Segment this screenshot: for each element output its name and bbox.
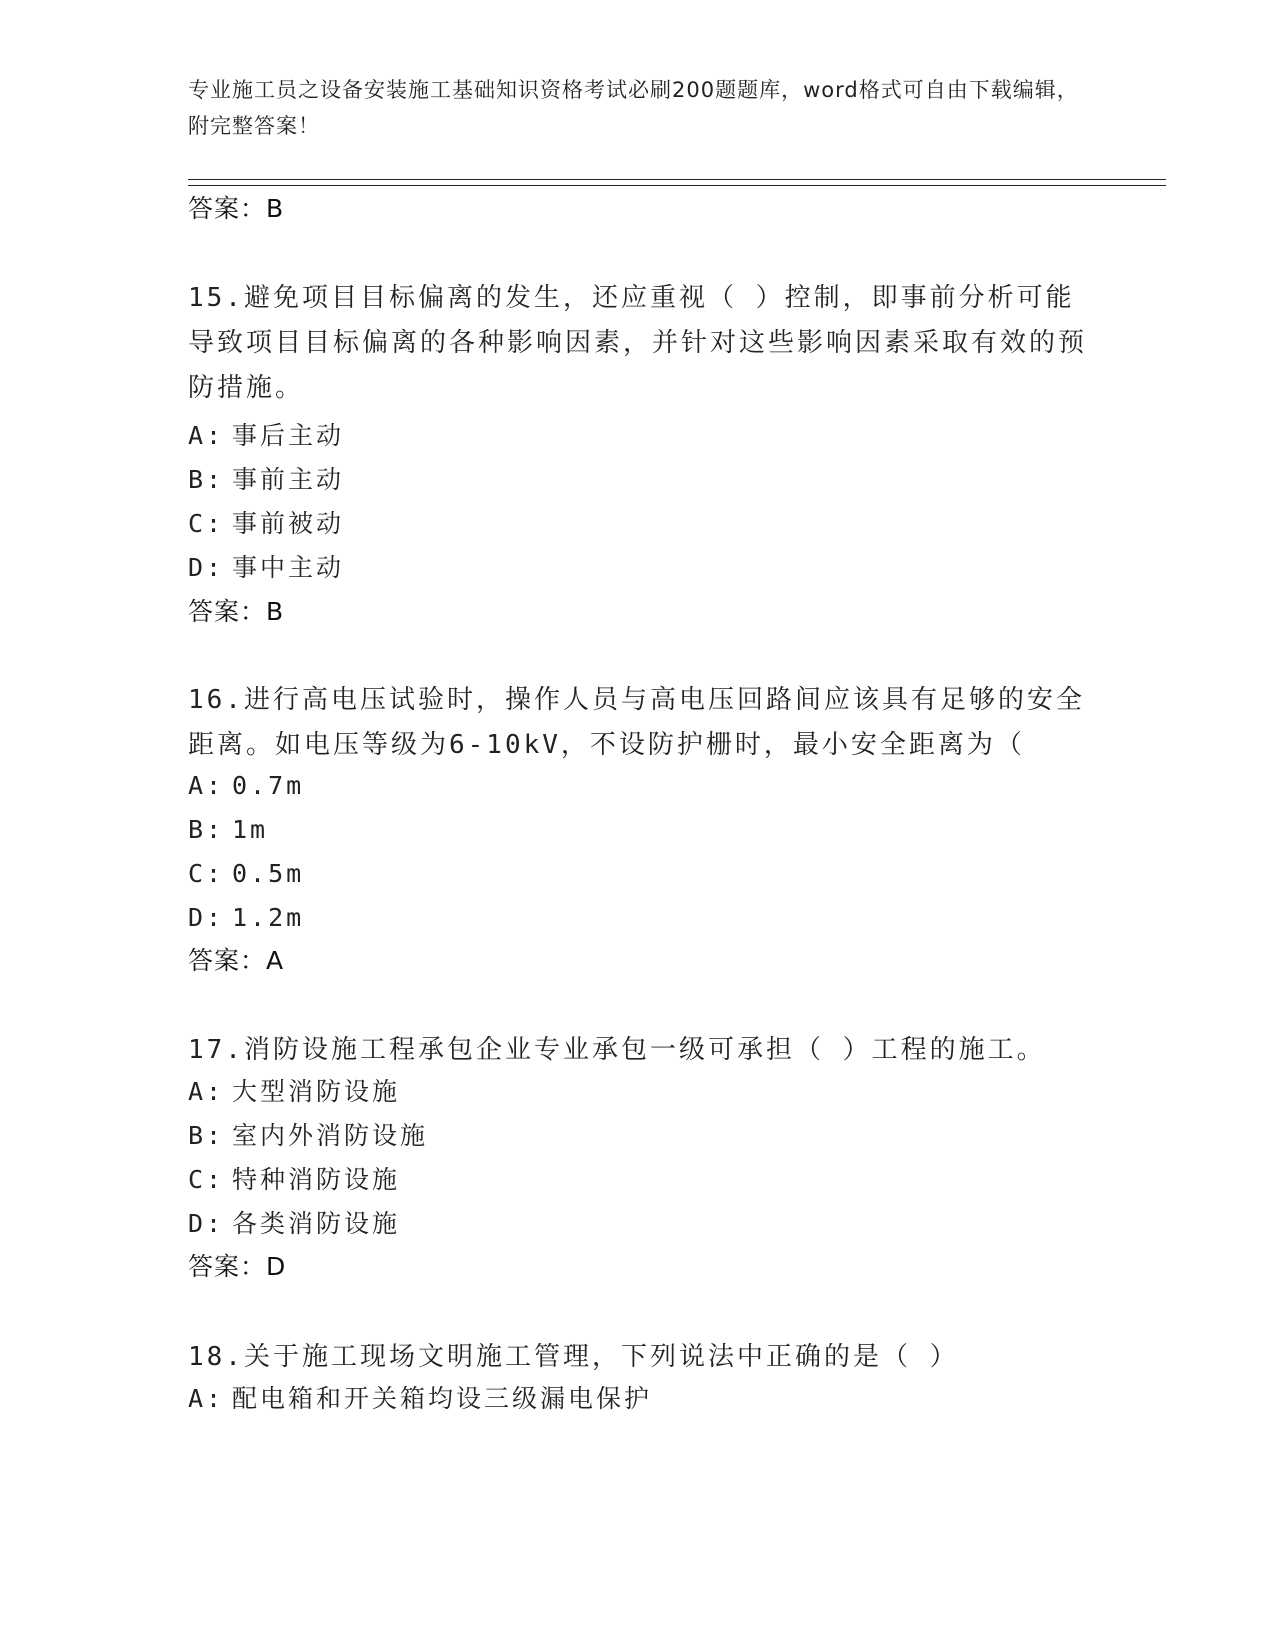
- option-text: 0.7m: [232, 771, 305, 800]
- option-label: C:: [188, 859, 225, 888]
- option-label: D:: [188, 553, 225, 582]
- question-18: 18.关于施工现场文明施工管理，下列说法中正确的是（ ）: [188, 1342, 959, 1372]
- option-text: 事前主动: [232, 465, 345, 494]
- header-rule-top: [188, 179, 1166, 180]
- option-label: D:: [188, 903, 225, 932]
- option-text: 事后主动: [232, 421, 345, 450]
- option-17-c: [188, 1163, 400, 1197]
- option-16-c: [188, 857, 304, 891]
- option-label: C:: [188, 1165, 225, 1194]
- option-text: 大型消防设施: [232, 1077, 401, 1106]
- option-17-a: [188, 1075, 400, 1109]
- option-17-b: [188, 1119, 428, 1153]
- question-15: 15.避免项目目标偏离的发生，还应重视（ ）控制，即事前分析可能导致项目目标偏离的各种影响因素，并针对这些影响因素采取有效的预防措施。: [188, 283, 1088, 403]
- answer-17: 答案：D: [188, 1252, 287, 1281]
- option-label: D:: [188, 1209, 225, 1238]
- option-16-d: [188, 901, 304, 935]
- answer-15: 答案：B: [188, 597, 285, 626]
- question-16: 16.进行高电压试验时，操作人员与高电压回路间应该具有足够的安全距离。如电压等级为6-10kV，不设防护栅时，最小安全距离为（: [188, 685, 1085, 760]
- option-16-b: [188, 813, 268, 847]
- option-text: 室内外消防设施: [232, 1121, 429, 1150]
- option-15-c: [188, 507, 344, 541]
- header-rule-bottom: [188, 185, 1166, 186]
- option-15-a: [188, 419, 344, 453]
- option-text: 事前被动: [232, 509, 345, 538]
- option-text: 0.5m: [232, 859, 305, 888]
- answer-16: 答案：A: [188, 946, 285, 975]
- option-label: B:: [188, 1121, 225, 1150]
- option-text: 配电箱和开关箱均设三级漏电保护: [232, 1384, 653, 1413]
- option-15-d: [188, 551, 344, 585]
- option-label: A:: [188, 771, 225, 800]
- option-15-b: [188, 463, 344, 497]
- question-17: 17.消防设施工程承包企业专业承包一级可承担（ ）工程的施工。: [188, 1035, 1046, 1065]
- option-18-a: [188, 1382, 652, 1416]
- option-16-a: [188, 769, 304, 803]
- option-text: 1.2m: [232, 903, 305, 932]
- option-text: 各类消防设施: [232, 1209, 401, 1238]
- option-label: B:: [188, 465, 225, 494]
- option-label: A:: [188, 421, 225, 450]
- option-text: 特种消防设施: [232, 1165, 401, 1194]
- option-label: B:: [188, 815, 225, 844]
- option-17-d: [188, 1207, 400, 1241]
- answer-prev: 答案：B: [188, 194, 285, 223]
- option-label: A:: [188, 1384, 225, 1413]
- option-text: 1m: [232, 815, 269, 844]
- option-label: C:: [188, 509, 225, 538]
- option-label: A:: [188, 1077, 225, 1106]
- option-text: 事中主动: [232, 553, 345, 582]
- document-header: 专业施工员之设备安装施工基础知识资格考试必刷200题题库，word格式可自由下载编辑，附完整答案！: [188, 78, 1079, 138]
